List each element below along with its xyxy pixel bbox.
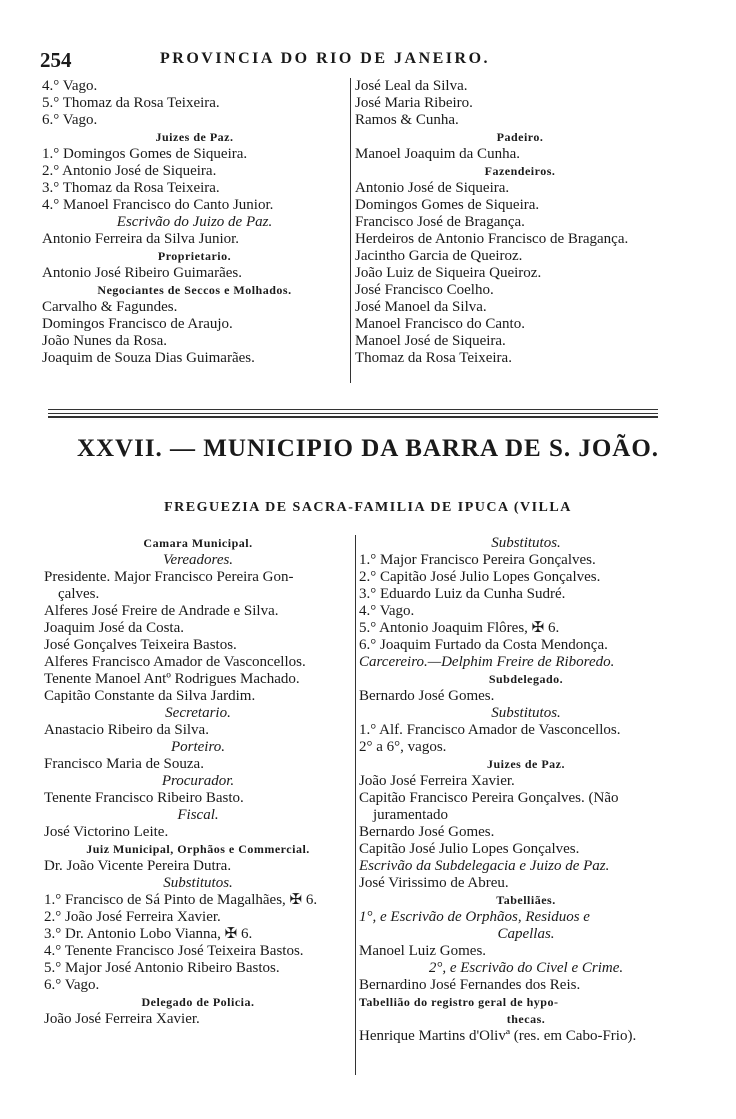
text-line: çalves. (58, 586, 100, 602)
text-line: Padeiro. (496, 130, 544, 144)
text-line: 2°, e Escrivão do Civel e Crime. (428, 960, 624, 976)
text-line: Francisco Maria de Souza. (44, 756, 204, 772)
section-rule-bottom (48, 416, 658, 418)
text-line: José Francisco Coelho. (355, 282, 494, 298)
text-line: Joaquim José da Costa. (44, 620, 184, 636)
bottom-right-column (359, 535, 693, 1045)
text-line: Jacintho Garcia de Queiroz. (355, 248, 523, 264)
text-line: Dr. João Vicente Pereira Dutra. (44, 858, 232, 874)
text-line: Substitutos. (491, 535, 561, 551)
text-line: Presidente. Major Francisco Pereira Gon- (44, 569, 294, 585)
text-line: 3.° Eduardo Luiz da Cunha Sudré. (359, 586, 566, 602)
text-line: Tenente Francisco Ribeiro Basto. (44, 790, 244, 806)
text-line: Tabellião do registro geral de hypo- (359, 995, 559, 1009)
text-line: Alferes Francisco Amador de Vasconcellos. (44, 654, 306, 670)
text-line: Capitão José Julio Lopes Gonçalves. (359, 841, 580, 857)
column-divider-top (350, 78, 351, 383)
text-line: Ramos & Cunha. (355, 112, 459, 128)
text-line: 2.° Capitão José Julio Lopes Gonçalves. (359, 569, 601, 585)
running-title: PROVINCIA DO RIO DE JANEIRO. (160, 50, 491, 67)
text-line: Manoel Luiz Gomes. (359, 943, 487, 959)
text-line: Capitão Francisco Pereira Gonçalves. (Não (359, 790, 619, 806)
text-line: Carvalho & Fagundes. (42, 299, 178, 315)
text-line: Tabelliães. (496, 893, 556, 907)
text-line: Thomaz da Rosa Teixeira. (355, 350, 512, 366)
text-line: Negociantes de Seccos e Molhados. (97, 283, 292, 297)
text-line: Alferes José Freire de Andrade e Silva. (44, 603, 279, 619)
text-line: 5.° Thomaz da Rosa Teixeira. (42, 95, 220, 111)
section-rule-mid (48, 413, 658, 414)
text-line: Domingos Francisco de Araujo. (42, 316, 233, 332)
text-line: João Luiz de Siqueira Queiroz. (355, 265, 542, 281)
text-line: Procurador. (161, 773, 235, 789)
top-right-column (355, 78, 685, 367)
page-number: 254 (40, 48, 72, 72)
text-line: Antonio José Ribeiro Guimarães. (42, 265, 242, 281)
text-line: Proprietario. (157, 249, 232, 263)
text-line: 2.° Antonio José de Siqueira. (42, 163, 217, 179)
text-line: Herdeiros de Antonio Francisco de Bragança. (355, 231, 629, 247)
text-line: Escrivão da Subdelegacia e Juizo de Paz. (359, 858, 610, 874)
text-line: 4.° Tenente Francisco José Teixeira Bastos. (44, 943, 304, 959)
text-line: Vereadores. (162, 552, 234, 568)
text-line: Escrivão do Juizo de Paz. (116, 214, 273, 230)
text-line: José Gonçalves Teixeira Bastos. (44, 637, 237, 653)
text-line: Carcereiro.—Delphim Freire de Riboredo. (359, 654, 615, 670)
text-line: Henrique Martins d'Olivª (res. em Cabo-Frio). (359, 1028, 637, 1044)
text-line: 4.° Vago. (42, 78, 98, 94)
text-line: Camara Municipal. (143, 536, 253, 550)
text-line: Antonio Ferreira da Silva Junior. (42, 231, 240, 247)
text-line: José Victorino Leite. (44, 824, 169, 840)
section-rule-top (48, 409, 658, 410)
section-title: XXVII. — MUNICIPIO DA BARRA DE S. JOÃO. (76, 435, 660, 462)
text-line: 4.° Vago. (359, 603, 415, 619)
text-line: Subdelegado. (488, 672, 564, 686)
text-line: 3.° Thomaz da Rosa Teixeira. (42, 180, 220, 196)
text-line: Juizes de Paz. (155, 130, 234, 144)
text-line: Juizes de Paz. (487, 757, 565, 771)
parish-subtitle: FREGUEZIA DE SACRA-FAMILIA DE IPUCA (VILLA (164, 500, 572, 515)
text-line: Anastacio Ribeiro da Silva. (44, 722, 209, 738)
text-line: 1.° Major Francisco Pereira Gonçalves. (359, 552, 596, 568)
text-line: João José Ferreira Xavier. (359, 773, 515, 789)
column-divider-bottom (355, 535, 356, 1075)
text-line: Bernardo José Gomes. (359, 824, 495, 840)
text-line: Antonio José de Siqueira. (355, 180, 510, 196)
text-line: Manoel José de Siqueira. (355, 333, 506, 349)
text-line: Substitutos. (491, 705, 561, 721)
text-line: 5.° Major José Antonio Ribeiro Bastos. (44, 960, 280, 976)
text-line: José Leal da Silva. (355, 78, 468, 94)
text-line: Francisco José de Bragança. (355, 214, 525, 230)
text-line: 4.° Manoel Francisco do Canto Junior. (42, 197, 274, 213)
text-line: Tenente Manoel Antº Rodrigues Machado. (44, 671, 300, 687)
text-line: Capitão Constante da Silva Jardim. (44, 688, 256, 704)
text-line: Capellas. (497, 926, 555, 942)
text-line: José Manoel da Silva. (355, 299, 487, 315)
text-line: Bernardo José Gomes. (359, 688, 495, 704)
text-line: Manoel Francisco do Canto. (355, 316, 525, 332)
text-line: Fazendeiros. (484, 164, 556, 178)
text-line: 6.° Vago. (44, 977, 100, 993)
text-line: 1.° Alf. Francisco Amador de Vasconcellos. (359, 722, 621, 738)
text-line: José Maria Ribeiro. (355, 95, 473, 111)
text-line: Secretario. (165, 705, 231, 721)
text-line: João Nunes da Rosa. (42, 333, 167, 349)
text-line: Juiz Municipal, Orphãos e Commercial. (86, 842, 310, 856)
text-line: João José Ferreira Xavier. (44, 1011, 200, 1027)
text-line: Bernardino José Fernandes dos Reis. (359, 977, 581, 993)
text-line: 5.° Antonio Joaquim Flôres, ✠ 6. (359, 620, 560, 636)
text-line: Fiscal. (177, 807, 219, 823)
text-line: José Virissimo de Abreu. (359, 875, 509, 891)
text-line: Manoel Joaquim da Cunha. (355, 146, 520, 162)
text-line: Substitutos. (163, 875, 233, 891)
text-line: thecas. (506, 1012, 546, 1026)
text-line: Domingos Gomes de Siqueira. (355, 197, 540, 213)
text-line: 2.° João José Ferreira Xavier. (44, 909, 221, 925)
text-line: juramentado (373, 807, 448, 823)
top-left-column (42, 78, 347, 367)
text-line: 1.° Domingos Gomes de Siqueira. (42, 146, 248, 162)
text-line: 6.° Joaquim Furtado da Costa Mendonça. (359, 637, 608, 653)
bottom-left-column (44, 535, 352, 1028)
text-line: 6.° Vago. (42, 112, 98, 128)
text-line: 1.° Francisco de Sá Pinto de Magalhães, ✠ 6. (44, 892, 318, 908)
text-line: 2° a 6°, vagos. (359, 739, 447, 755)
text-line: Porteiro. (170, 739, 226, 755)
text-line: Delegado de Policia. (141, 995, 255, 1009)
text-line: Joaquim de Souza Dias Guimarães. (42, 350, 255, 366)
text-line: 1°, e Escrivão de Orphãos, Residuos e (359, 909, 590, 925)
text-line: 3.° Dr. Antonio Lobo Vianna, ✠ 6. (44, 926, 253, 942)
